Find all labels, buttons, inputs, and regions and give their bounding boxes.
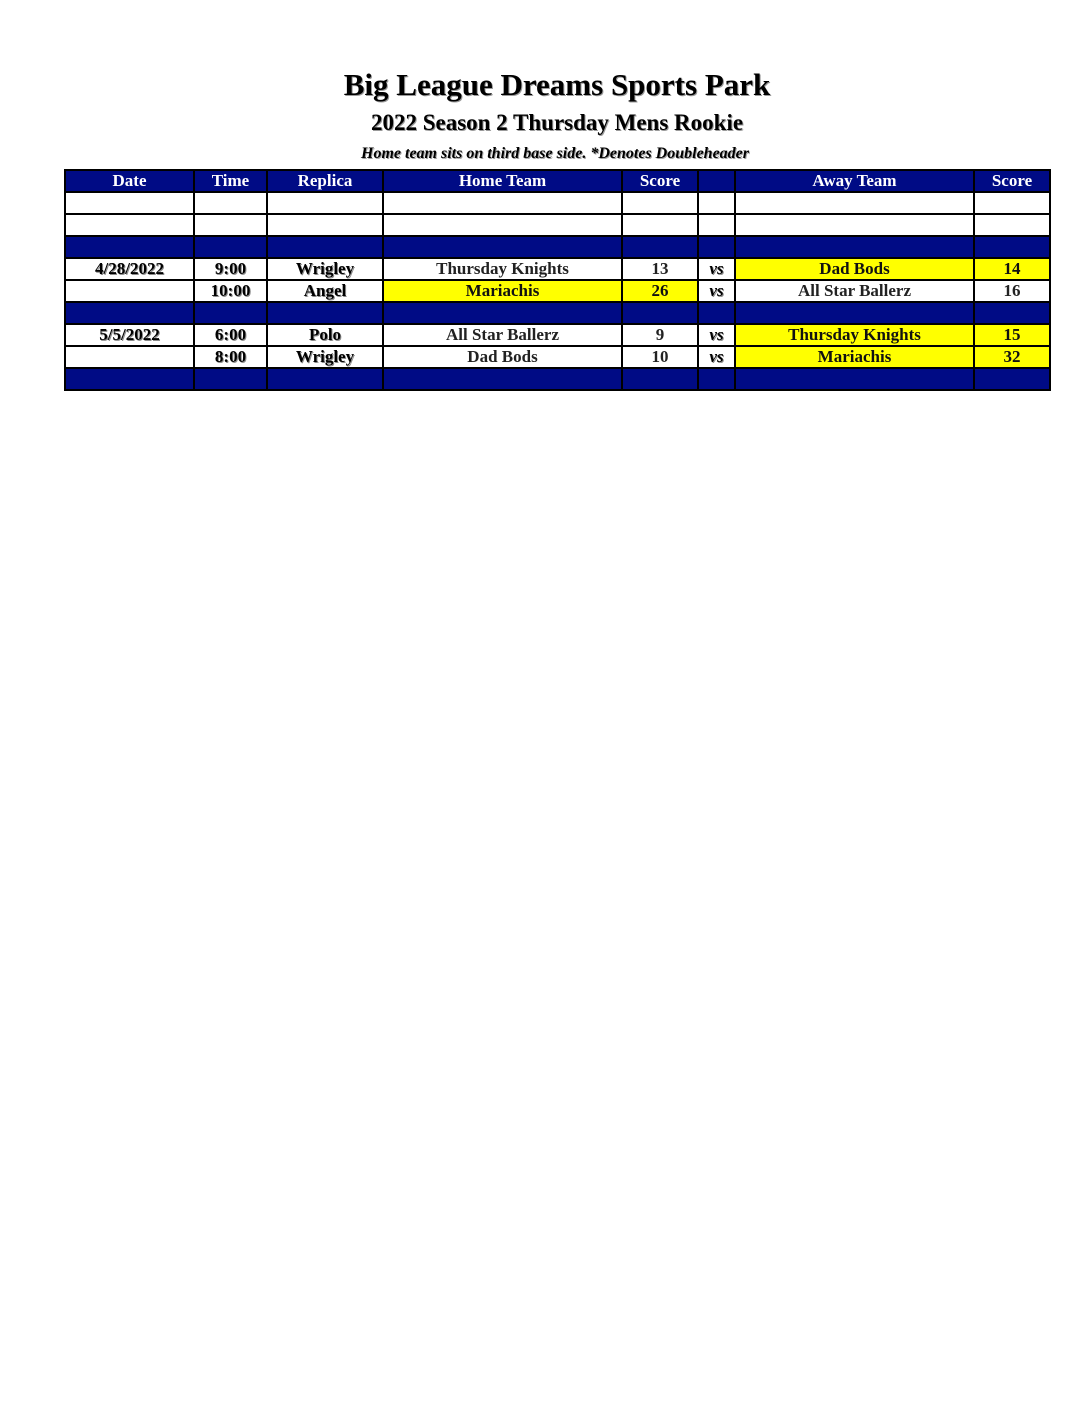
game-field: Polo [267,324,383,346]
blank-row [65,192,1050,214]
divider-cell [622,302,698,324]
divider-cell [65,302,194,324]
game-time: 9:00 [194,258,267,280]
home-team: Mariachis [383,280,622,302]
divider-cell [194,236,267,258]
away-score: 14 [974,258,1050,280]
empty-cell [65,214,194,236]
home-team: All Star Ballerz [383,324,622,346]
schedule-table [64,169,1051,391]
divider-cell [267,302,383,324]
home-score: 9 [622,324,698,346]
empty-cell [698,192,735,214]
game-date: 4/28/2022 [65,258,194,280]
blank-row [65,214,1050,236]
divider-cell [974,368,1050,390]
divider-row [65,302,1050,324]
divider-cell [974,236,1050,258]
game-field: Wrigley [267,346,383,368]
away-team: Dad Bods [735,258,974,280]
game-date: 5/5/2022 [65,324,194,346]
game-time: 6:00 [194,324,267,346]
empty-cell [267,214,383,236]
away-team: Mariachis [735,346,974,368]
column-header-away-team: Away Team [735,170,974,192]
home-score: 10 [622,346,698,368]
empty-cell [622,192,698,214]
divider-cell [383,236,622,258]
page-title: Big League Dreams Sports Park [343,67,771,102]
game-time: 10:00 [194,280,267,302]
empty-cell [974,192,1050,214]
empty-cell [735,214,974,236]
game-row [65,346,1050,368]
divider-cell [65,368,194,390]
home-team: Thursday Knights [383,258,622,280]
game-field: Angel [267,280,383,302]
away-score: 16 [974,280,1050,302]
divider-cell [267,368,383,390]
column-header-home-score: Score [622,170,698,192]
away-team: All Star Ballerz [735,280,974,302]
divider-row [65,368,1050,390]
away-score: 32 [974,346,1050,368]
empty-cell [974,214,1050,236]
divider-cell [698,368,735,390]
home-score: 26 [622,280,698,302]
empty-cell [267,192,383,214]
column-header-date: Date [65,170,194,192]
vs-label: vs [698,280,735,302]
home-score: 13 [622,258,698,280]
divider-cell [698,236,735,258]
divider-cell [974,302,1050,324]
empty-cell [383,192,622,214]
divider-cell [383,368,622,390]
divider-cell [194,368,267,390]
divider-cell [735,368,974,390]
empty-cell [735,192,974,214]
home-team: Dad Bods [383,346,622,368]
empty-cell [194,192,267,214]
page-subtitle: 2022 Season 2 Thursday Mens Rookie [370,110,744,135]
game-time: 8:00 [194,346,267,368]
column-header-replica: Replica [267,170,383,192]
vs-label: vs [698,258,735,280]
away-score: 15 [974,324,1050,346]
game-row [65,280,1050,302]
divider-cell [194,302,267,324]
away-team: Thursday Knights [735,324,974,346]
divider-cell [735,302,974,324]
game-row [65,258,1050,280]
header-row [65,170,1050,192]
divider-cell [622,368,698,390]
divider-cell [65,236,194,258]
page-note: Home team sits on third base side. *Denotes Doubleheader [361,145,749,162]
divider-cell [698,302,735,324]
game-field: Wrigley [267,258,383,280]
column-header-away-score: Score [974,170,1050,192]
empty-cell [698,214,735,236]
vs-label: vs [698,346,735,368]
vs-label: vs [698,324,735,346]
empty-cell [622,214,698,236]
empty-cell [194,214,267,236]
empty-cell [383,214,622,236]
divider-cell [383,302,622,324]
empty-cell [65,192,194,214]
divider-cell [622,236,698,258]
game-date [65,346,194,368]
column-header-home-team: Home Team [383,170,622,192]
column-header-vs [698,170,735,192]
game-date [65,280,194,302]
divider-row [65,236,1050,258]
game-row [65,324,1050,346]
column-header-time: Time [194,170,267,192]
divider-cell [735,236,974,258]
divider-cell [267,236,383,258]
